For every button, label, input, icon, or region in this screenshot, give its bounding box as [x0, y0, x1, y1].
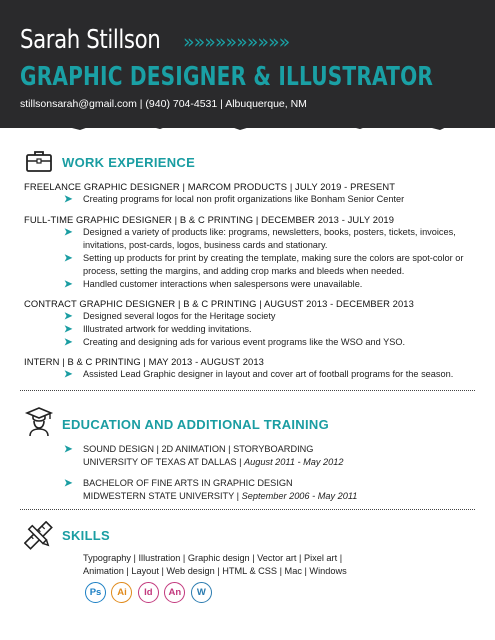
chevron-decoration: »»»»»»»»»» [183, 31, 290, 53]
list-item: ➤ Creating and designing ads for various event programs like the WSO and YSO. [64, 337, 406, 348]
skills-title: SKILLS [62, 528, 111, 543]
job-title: GRAPHIC DESIGNER & ILLUSTRATOR [20, 62, 434, 92]
section-divider [20, 390, 475, 391]
education-item [64, 443, 464, 469]
list-item: ➤ Assisted Lead Graphic designer in layout and cover art of football programs for the season. [64, 369, 454, 380]
list-item: ➤ Illustrated artwork for wedding invitations. [64, 324, 252, 335]
graduate-icon [24, 404, 54, 438]
job-bullets [64, 368, 464, 381]
job-bullets [64, 193, 464, 206]
list-item: ➤ Handled customer interactions when salespersons were unavailable. [64, 279, 363, 290]
degree-title: SOUND DESIGN | 2D ANIMATION | STORYBOARDING [83, 444, 314, 454]
school-line: UNIVERSITY OF TEXAS AT DALLAS | August 2011 - May 2012 [83, 457, 344, 467]
wordpress-icon: W [191, 582, 212, 603]
candidate-name: Sarah Stillson [20, 25, 161, 55]
job-heading: FREELANCE GRAPHIC DESIGNER | MARCOM PRODUCTS | JULY 2019 - PRESENT [24, 181, 396, 192]
ruler-pencil-icon [24, 521, 54, 551]
skills-list [83, 552, 383, 578]
arrow-icon: ➤ [64, 369, 73, 380]
arrow-icon: ➤ [64, 227, 73, 238]
arrow-icon: ➤ [64, 337, 73, 348]
animate-icon: An [164, 582, 185, 603]
degree-title: BACHELOR OF FINE ARTS IN GRAPHIC DESIGN [83, 478, 293, 488]
date-range: September 2006 - May 2011 [241, 491, 358, 501]
work-experience-title: WORK EXPERIENCE [62, 155, 196, 170]
education-title: EDUCATION AND ADDITIONAL TRAINING [62, 417, 329, 432]
briefcase-icon [24, 146, 54, 176]
photoshop-icon: Ps [85, 582, 106, 603]
job-bullets [64, 226, 464, 291]
list-item: ➤ Designed several logos for the Heritage society [64, 311, 276, 322]
software-icons [85, 582, 213, 604]
indesign-icon: Id [138, 582, 159, 603]
arrow-icon: ➤ [64, 253, 73, 264]
illustrator-icon: Ai [111, 582, 132, 603]
school-line: MIDWESTERN STATE UNIVERSITY | September 2006 - May 2011 [83, 491, 358, 501]
list-item: ➤ Setting up products for print by creating the template, making sure the colors are spot-color or process, setting the margins, and adding crop marks and bleeds when needed. [64, 253, 464, 276]
arrow-icon: ➤ [64, 324, 73, 335]
arrow-icon: ➤ [64, 478, 73, 489]
job-heading: INTERN | B & C PRINTING | MAY 2013 - AUGUST 2013 [24, 356, 264, 367]
brush-edge [0, 118, 495, 134]
arrow-icon: ➤ [64, 444, 73, 455]
skills-line: Animation | Layout | Web design | HTML & CSS | Mac | Windows [83, 566, 347, 576]
list-item: ➤ Designed a variety of products like: programs, newsletters, books, posters, tickets, invoices, invitations, post-cards, logos, business cards and stationary. [64, 227, 456, 250]
arrow-icon: ➤ [64, 311, 73, 322]
job-heading: FULL-TIME GRAPHIC DESIGNER | B & C PRINTING | DECEMBER 2013 - JULY 2019 [24, 214, 395, 225]
list-item: ➤ Creating programs for local non profit organizations like Bonham Senior Center [64, 194, 405, 205]
date-range: August 2011 - May 2012 [244, 457, 344, 467]
job-heading: CONTRACT GRAPHIC DESIGNER | B & C PRINTING | AUGUST 2013 - DECEMBER 2013 [24, 298, 414, 309]
contact-info: stillsonsarah@gmail.com | (940) 704-4531 | Albuquerque, NM [20, 98, 307, 110]
arrow-icon: ➤ [64, 279, 73, 290]
section-divider [20, 509, 475, 510]
arrow-icon: ➤ [64, 194, 73, 205]
skills-line: Typography | Illustration | Graphic design | Vector art | Pixel art | [83, 553, 343, 563]
education-item [64, 477, 464, 503]
job-bullets [64, 310, 464, 349]
